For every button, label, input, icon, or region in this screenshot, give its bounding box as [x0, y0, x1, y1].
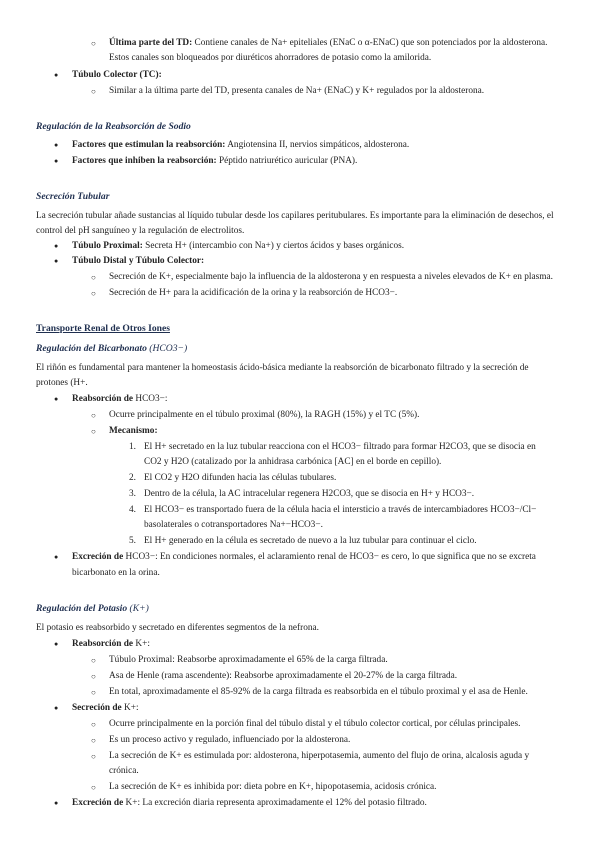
list-item: ○ Secreción de K+, especialmente bajo la influencia de la aldosterona y en respuesta a niveles elevados de K+ en plasma.	[109, 270, 553, 285]
list-item	[72, 68, 162, 83]
numbered-item	[129, 471, 337, 486]
list-item: ○ Túbulo Proximal: Reabsorbe aproximadamente el 65% de la carga filtrada.	[109, 653, 388, 668]
item-text: HCO3−: En condiciones normales, el aclaramiento renal de HCO3− es cero, lo que significa que no se excreta	[123, 552, 536, 562]
heading-paren: (HCO3−)	[146, 343, 188, 354]
item-label: Túbulo Proximal:	[72, 241, 143, 251]
numbered-item	[129, 440, 536, 455]
list-item	[72, 550, 536, 565]
section-heading: Regulación de la Reabsorción de Sodio	[36, 121, 191, 132]
list-item: ○ En total, aproximadamente el 85-92% de la carga filtrada es reabsorbida en el túbulo proximal y el asa de Henle.	[109, 685, 528, 700]
list-item	[109, 424, 158, 439]
item-label: Reabsorción de	[72, 639, 134, 649]
item-number: 4.	[129, 505, 136, 515]
heading-paren: (K+)	[127, 603, 149, 614]
item-number: 2.	[129, 473, 136, 483]
list-item	[72, 701, 139, 716]
item-label: Factores que inhiben la reabsorción:	[72, 156, 217, 166]
list-item	[72, 796, 427, 811]
item-text-continued: bicarbonato en la orina.	[72, 568, 160, 578]
item-text: K+:	[133, 639, 150, 649]
numbered-item	[129, 534, 477, 549]
item-number: 1.	[129, 442, 136, 452]
section-heading: Transporte Renal de Otros Iones	[36, 323, 170, 334]
item-text: Secreta H+ (intercambio con Na+) y ciertos ácidos y bases orgánicos.	[142, 241, 405, 251]
list-item: ○ Secreción de H+ para la acidificación de la orina y la reabsorción de HCO3−.	[109, 286, 397, 301]
list-item	[72, 154, 357, 169]
subsection-heading	[36, 341, 187, 356]
item-text: El HCO3− es transportado fuera de la célula hacia el intersticio a través de intercambiadores HCO3−/Cl−	[144, 505, 537, 515]
item-number: 3.	[129, 489, 136, 499]
list-item: ○ Similar a la última parte del TD, presenta canales de Na+ (ENaC) y K+ regulados por la aldosterona.	[109, 84, 484, 99]
item-text: K+: La excreción diaria representa aproximadamente el 12% del potasio filtrado.	[123, 798, 427, 808]
item-text: El H+ generado en la célula es secretado de nuevo a la luz tubular para continuar el ciclo.	[144, 536, 477, 546]
numbered-item	[129, 487, 475, 502]
item-text: K+:	[121, 703, 139, 713]
list-item: ○ Es un proceso activo y regulado, influenciado por la aldosterona.	[109, 733, 350, 748]
item-label: Reabsorción de	[72, 394, 134, 404]
paragraph-line: control del pH sanguíneo y la regulación de electrolitos.	[36, 226, 245, 236]
list-item	[72, 254, 204, 269]
item-label: Mecanismo:	[109, 426, 158, 436]
item-text: Angiotensina II, nervios simpáticos, aldosterona.	[225, 140, 410, 150]
list-item	[72, 392, 167, 407]
list-item	[72, 637, 150, 652]
item-label: Túbulo Distal y Túbulo Colector:	[72, 256, 205, 266]
list-item: ○ La secreción de K+ es inhibida por: dieta pobre en K+, hipopotasemia, acidosis crónica.	[109, 780, 437, 795]
list-item: ○ Asa de Henle (rama ascendente): Reabsorbe aproximadamente el 20-27% de la carga filtrada.	[109, 669, 457, 684]
item-text-continued: crónica.	[109, 766, 139, 776]
list-item	[72, 239, 404, 254]
item-label: Excreción de	[72, 798, 124, 808]
item-text-continued: Estos canales son bloqueados por diuréticos ahorradores de potasio como la amilorida.	[109, 53, 432, 63]
list-item: ○ Ocurre principalmente en la porción final del túbulo distal y el túbulo colector cortical, por células principales.	[109, 717, 521, 732]
item-text: El H+ secretado en la luz tubular reacciona con el HCO3− filtrado para formar H2CO3, que se disocia en	[144, 442, 536, 452]
paragraph-line: El riñón es fundamental para mantener la homeostasis ácido-básica mediante la reabsorción de bicarbonato filtrado y la secreción de	[36, 363, 529, 373]
item-text: Péptido natriurético auricular (PNA).	[216, 156, 358, 166]
heading-main: Regulación del Bicarbonato	[36, 343, 147, 354]
list-item	[72, 138, 409, 153]
paragraph-line: La secreción tubular añade sustancias al líquido tubular desde los capilares peritubulares. Es importante para la eliminación de desechos, el	[36, 211, 554, 221]
list-item: ○ Ocurre principalmente en el túbulo proximal (80%), la RAGH (15%) y el TC (5%).	[109, 408, 419, 423]
paragraph-line: protones (H+.	[36, 378, 88, 388]
item-number: 5.	[129, 536, 136, 546]
paragraph-line: El potasio es reabsorbido y secretado en diferentes segmentos de la nefrona.	[36, 623, 319, 633]
item-label: Excreción de	[72, 552, 124, 562]
item-text-continued: CO2 y H2O (catalizado por la anhidrasa carbónica [AC] en el borde en cepillo).	[144, 457, 442, 467]
list-item	[109, 36, 548, 51]
item-text: Contiene canales de Na+ epiteliales (ENaC o α-ENaC) que son potenciados por la aldosterona.	[192, 38, 548, 48]
section-heading: Secreción Tubular	[36, 191, 110, 202]
item-text: El CO2 y H2O difunden hacia las células tubulares.	[144, 473, 337, 483]
item-label: Última parte del TD:	[109, 38, 193, 48]
item-label: Túbulo Colector (TC):	[72, 70, 162, 80]
subsection-heading	[36, 601, 149, 616]
item-label: Secreción de	[72, 703, 122, 713]
item-text: HCO3−:	[133, 394, 168, 404]
item-text: Dentro de la célula, la AC intracelular regenera H2CO3, que se disocia en H+ y HCO3−.	[144, 489, 475, 499]
item-text-continued: basolaterales o cotransportadores Na+−HCO3−.	[144, 520, 323, 530]
heading-main: Regulación del Potasio	[36, 603, 128, 614]
numbered-item	[129, 503, 537, 518]
item-label: Factores que estimulan la reabsorción:	[72, 140, 226, 150]
list-item: ○ La secreción de K+ es estimulada por: aldosterona, hiperpotasemia, aumento del flujo de orina, alcalosis aguda y	[109, 749, 529, 764]
